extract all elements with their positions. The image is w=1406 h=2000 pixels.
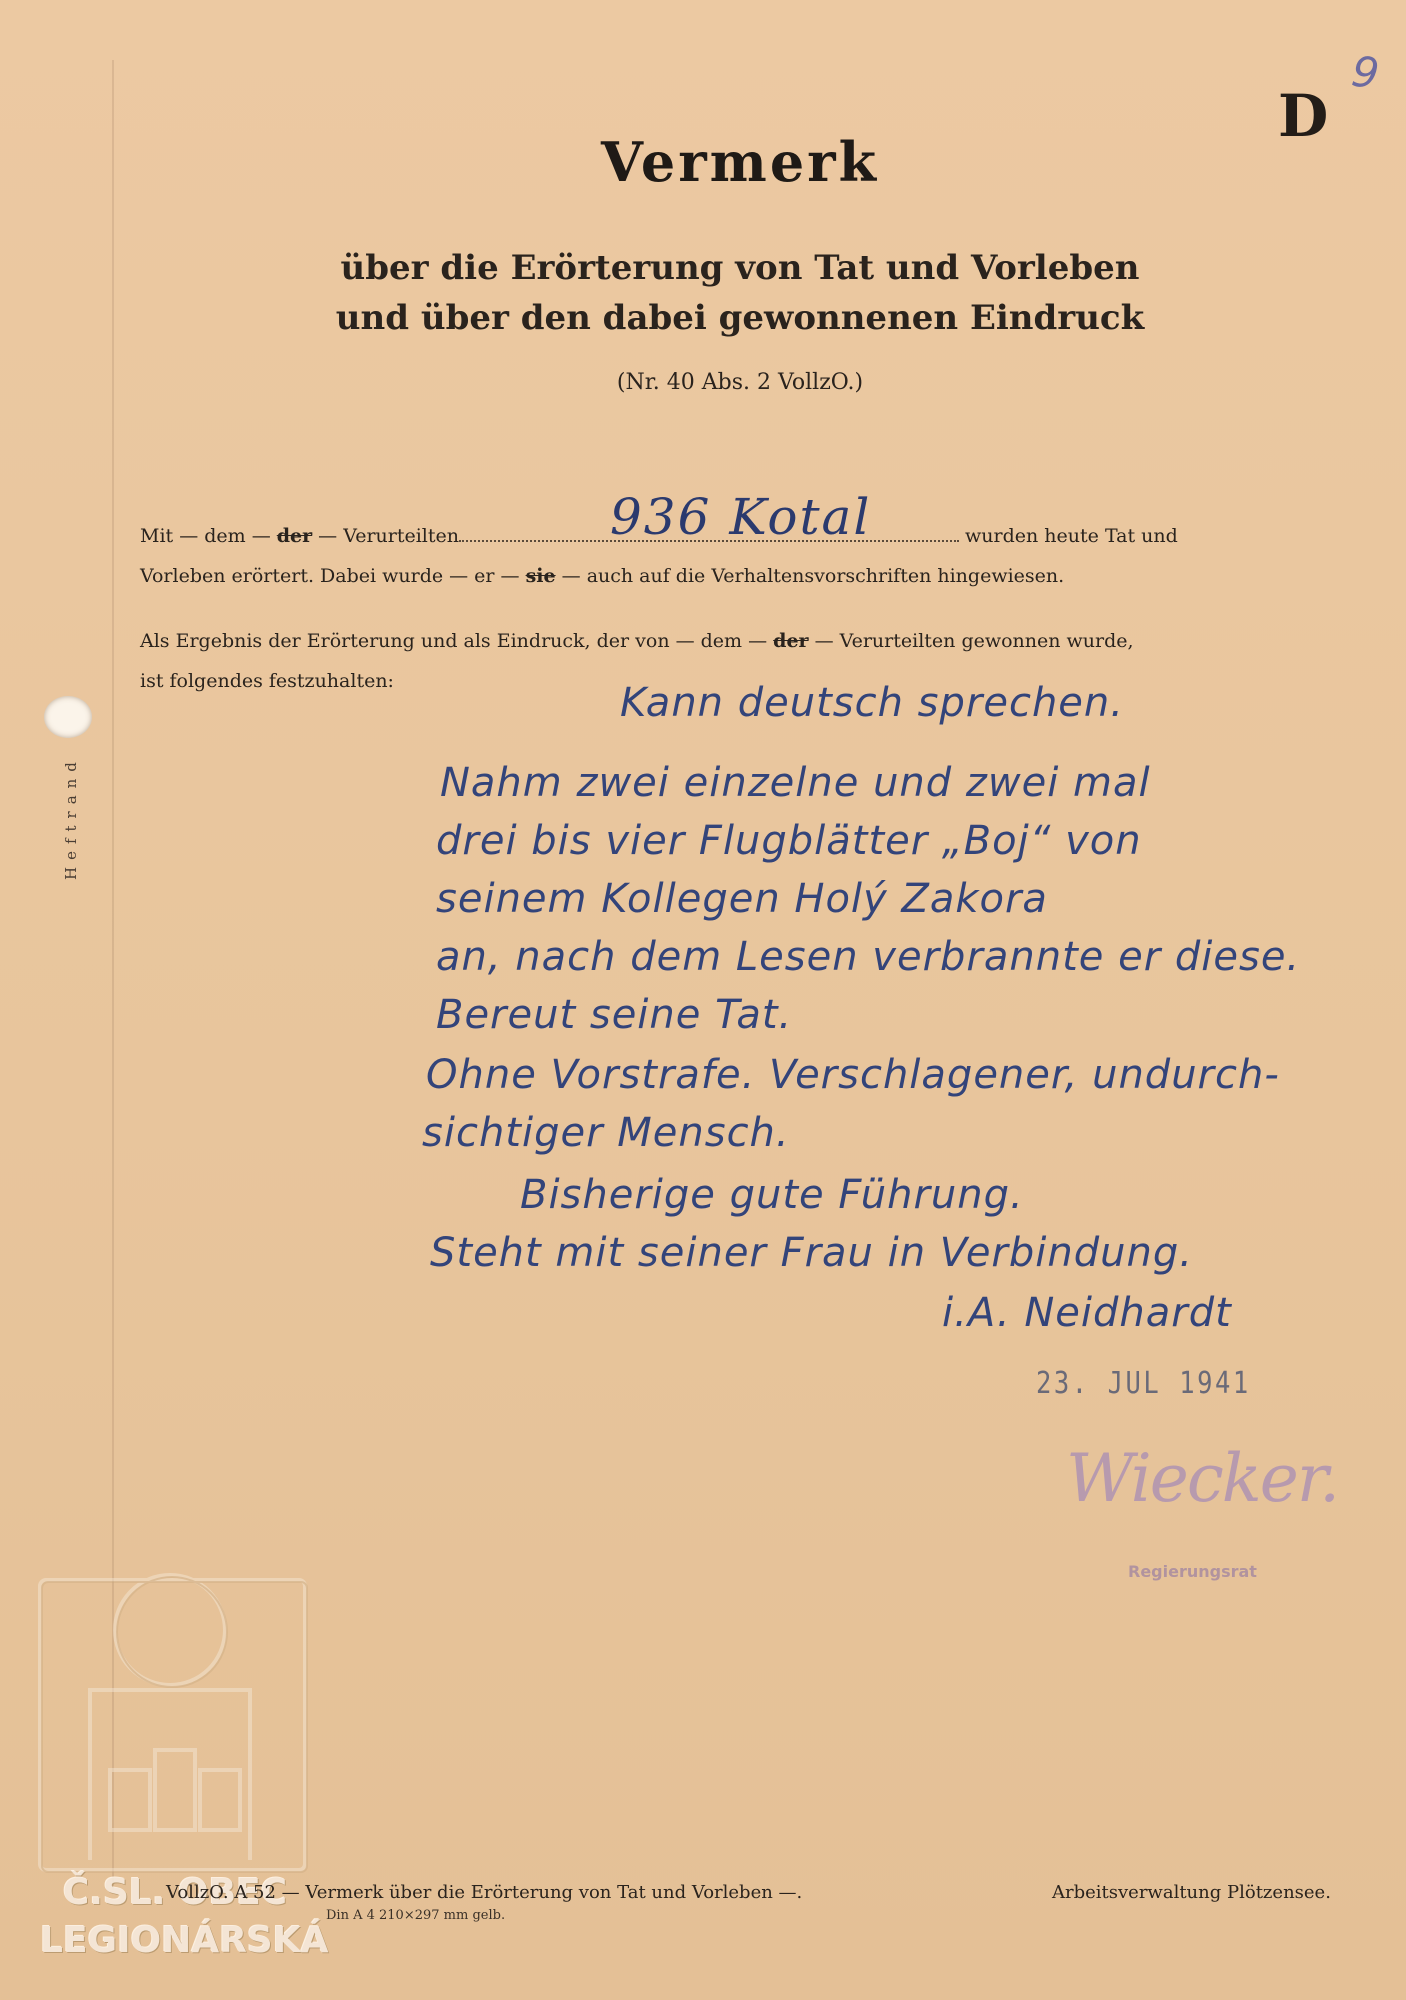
handwritten-signature: i.A. Neidhardt bbox=[942, 1290, 1232, 1336]
handwritten-line-1: Kann deutsch sprechen. bbox=[620, 680, 1124, 726]
form-line-1-mid: — Verurteilten bbox=[312, 525, 459, 547]
handwritten-line-6: Bereut seine Tat. bbox=[436, 992, 793, 1038]
handwritten-line-3: drei bis vier Flugblätter „Boj“ von bbox=[436, 818, 1142, 864]
form-line-2-pre: Vorleben erörtert. Dabei wurde — er — bbox=[140, 565, 526, 587]
form-footer-format: Din A 4 210×297 mm gelb. bbox=[326, 1908, 506, 1923]
handwritten-line-4: seinem Kollegen Holý Zakora bbox=[436, 876, 1048, 922]
document-title: Vermerk bbox=[600, 130, 880, 194]
handwritten-line-8: sichtiger Mensch. bbox=[422, 1110, 790, 1156]
binding-margin-label: Heftrand bbox=[62, 755, 80, 880]
document-subtitle-line1: über die Erörterung von Tat und Vorleben bbox=[340, 248, 1140, 288]
form-footer-code: VollzO. A 52 — Vermerk über die Erörterung von Tat und Vorleben —. bbox=[166, 1882, 803, 1903]
form-line-3-post: — Verurteilten gewonnen wurde, bbox=[808, 630, 1134, 652]
handwritten-convict-name: 936 Kotal bbox=[610, 488, 872, 546]
form-line-3 bbox=[140, 630, 1134, 652]
handwritten-line-5: an, nach dem Lesen verbrannte er diese. bbox=[436, 934, 1301, 980]
document-subtitle-line2: und über den dabei gewonnenen Eindruck bbox=[335, 298, 1145, 338]
form-letter-mark: D bbox=[1278, 82, 1329, 150]
form-line-2 bbox=[140, 565, 1064, 587]
regulation-reference: (Nr. 40 Abs. 2 VollzO.) bbox=[616, 370, 864, 395]
watermark-text-line1: Č.SL. OBEC bbox=[62, 1872, 288, 1913]
handwritten-page-number: 9 bbox=[1348, 46, 1383, 99]
form-line-3-struck: der bbox=[773, 630, 809, 652]
form-line-1-struck: der bbox=[276, 525, 313, 547]
form-line-4: ist folgendes festzuhalten: bbox=[140, 670, 394, 692]
form-line-2-struck: sie bbox=[525, 565, 556, 587]
watermark-text-line2: LEGIONÁRSKÁ bbox=[40, 1920, 329, 1961]
official-role-stamp: Regierungsrat bbox=[1128, 1562, 1257, 1581]
handwritten-line-10: Steht mit seiner Frau in Verbindung. bbox=[430, 1230, 1193, 1276]
form-line-3-pre: Als Ergebnis der Erörterung und als Eindruck, der von — dem — bbox=[140, 630, 774, 652]
form-footer-issuer: Arbeitsverwaltung Plötzensee. bbox=[1052, 1882, 1331, 1903]
handwritten-line-2: Nahm zwei einzelne und zwei mal bbox=[440, 760, 1151, 806]
form-line-1-pre: Mit — dem — bbox=[140, 525, 277, 547]
handwritten-line-7: Ohne Vorstrafe. Verschlagener, undurch- bbox=[426, 1052, 1280, 1098]
official-signature: Wiecker. bbox=[1066, 1440, 1339, 1517]
form-line-2-post: — auch auf die Verhaltensvorschriften hingewiesen. bbox=[555, 565, 1065, 587]
handwritten-line-9: Bisherige gute Führung. bbox=[520, 1172, 1024, 1218]
date-stamp: 23. JUL 1941 bbox=[1036, 1366, 1251, 1401]
punch-hole bbox=[44, 696, 92, 738]
form-line-1-post: wurden heute Tat und bbox=[959, 525, 1178, 547]
